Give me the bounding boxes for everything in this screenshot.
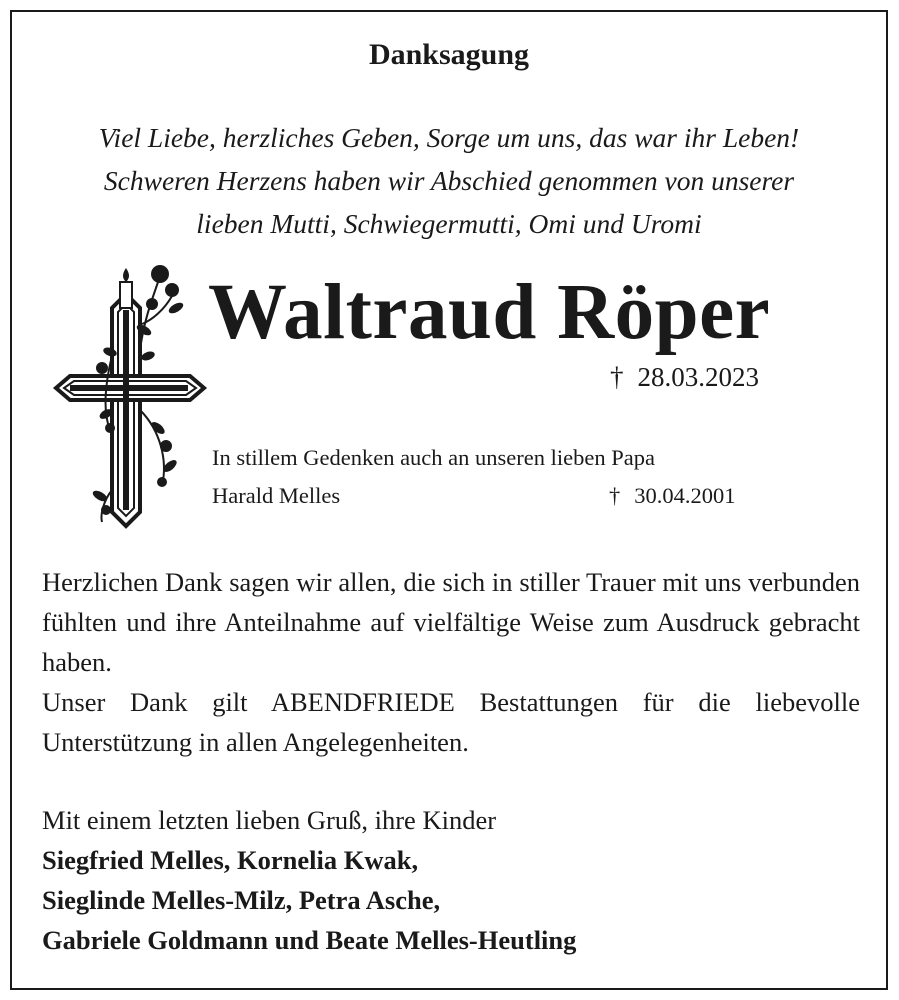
obituary-notice	[10, 10, 888, 990]
notice-title: Danksagung	[368, 38, 530, 71]
death-date-value: 28.03.2023	[637, 362, 759, 392]
deceased-name: Waltraud Röper	[208, 269, 771, 356]
signer-line: Gabriele Goldmann und Beate Melles-Heutling	[42, 925, 577, 955]
memorial-date-value: 30.04.2001	[634, 483, 736, 508]
signer-line: Siegfried Melles, Kornelia Kwak,	[42, 845, 419, 875]
deceased-death-date	[610, 362, 759, 393]
dagger-icon: †	[610, 362, 624, 392]
closing-greeting	[42, 800, 496, 840]
thanks-text	[42, 562, 860, 762]
thanks-paragraph: Herzlichen Dank sagen wir allen, die sich in stiller Trauer mit uns verbunden fühlten und ihre Anteilnahme auf vielfältige Weise zum Ausdruck gebracht haben.	[42, 567, 860, 677]
greeting-line: Mit einem letzten lieben Gruß, ihre Kinder	[42, 805, 497, 835]
dagger-icon: †	[609, 483, 621, 508]
intro-text	[32, 116, 866, 245]
thanks-paragraph: Unser Dank gilt ABENDFRIEDE Bestattungen für die liebevolle Unterstützung in allen Angelegenheiten.	[42, 687, 860, 757]
intro-line: Viel Liebe, herzliches Geben, Sorge um uns, das war ihr Leben!	[98, 122, 800, 153]
signers-list	[42, 840, 576, 960]
intro-line: Schweren Herzens haben wir Abschied genommen von unserer	[103, 165, 795, 196]
memorial-name: Harald Melles	[212, 483, 341, 508]
cross-with-roses-icon	[40, 260, 212, 530]
memorial-text: In stillem Gedenken auch an unseren lieben Papa	[212, 445, 655, 470]
signer-line: Sieglinde Melles-Milz, Petra Asche,	[42, 885, 441, 915]
intro-line: lieben Mutti, Schwiegermutti, Omi und Uromi	[196, 208, 702, 239]
memorial-death-date	[609, 483, 736, 509]
